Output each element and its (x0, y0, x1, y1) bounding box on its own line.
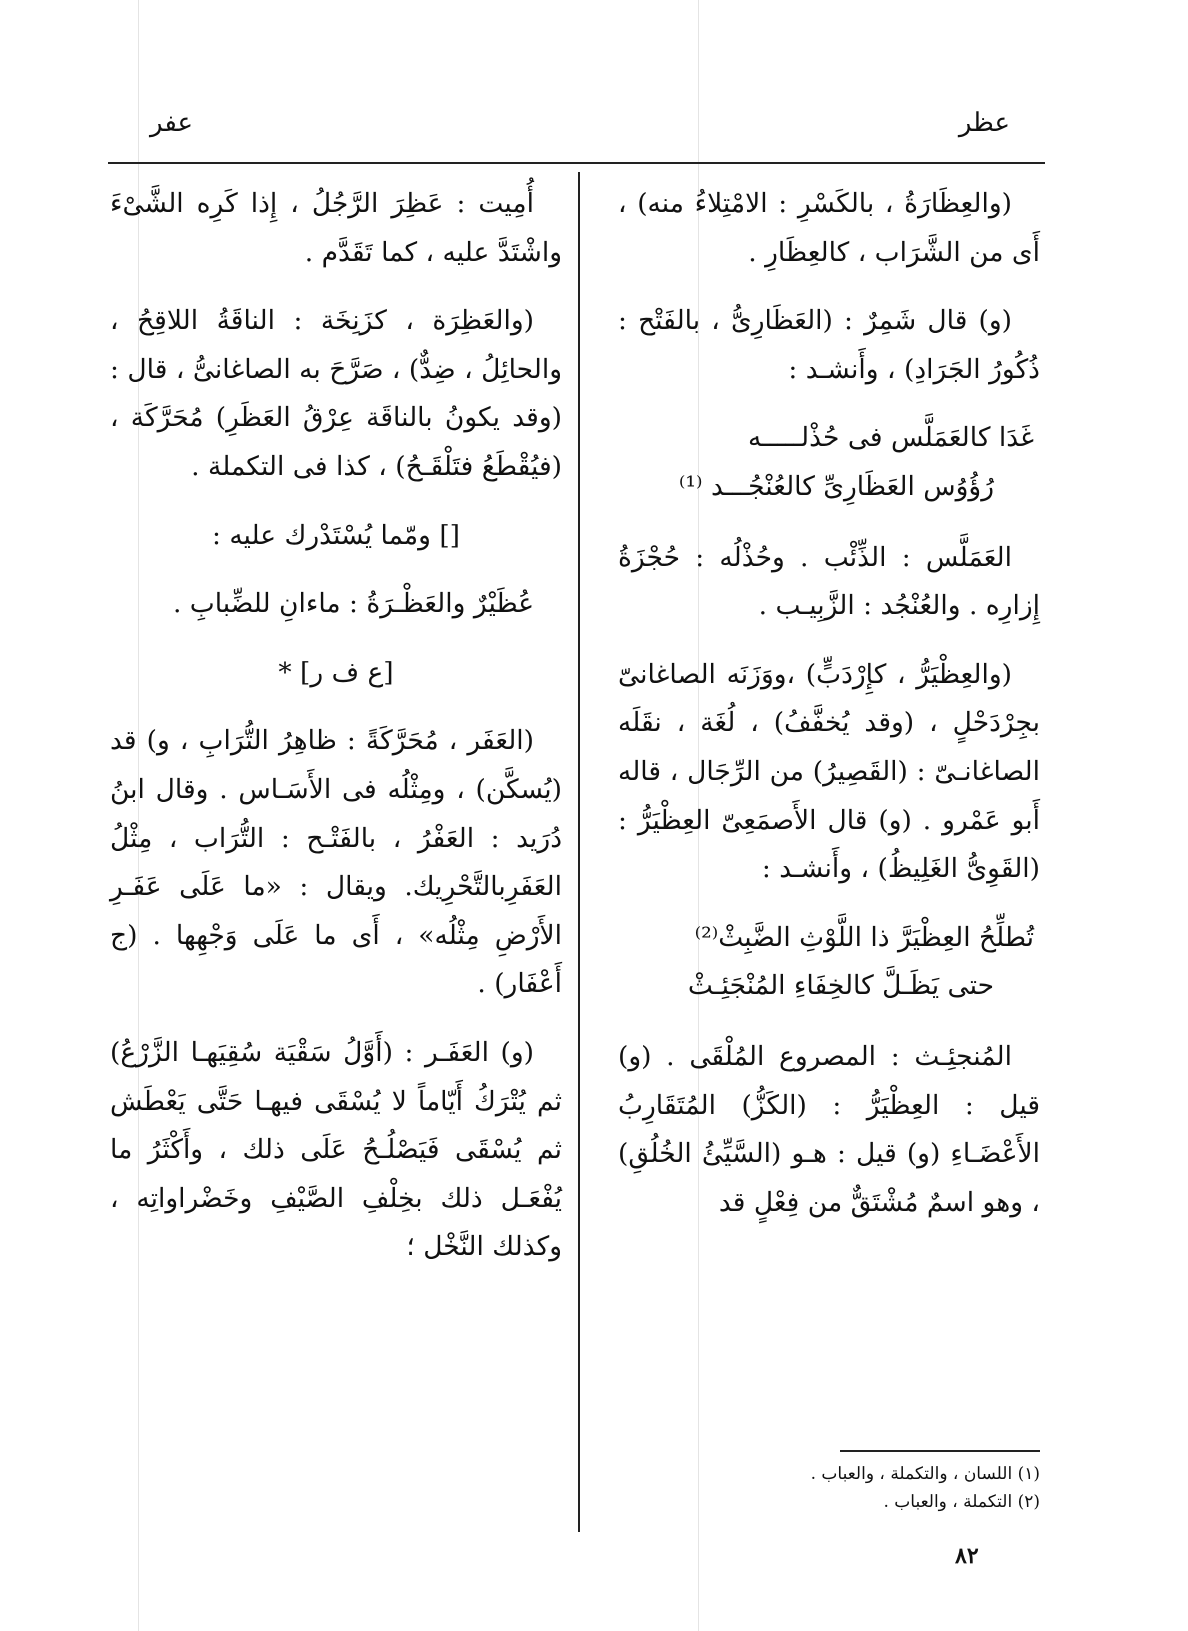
footnotes (660, 1460, 1040, 1516)
paragraph: (والعَظِرَة ، كزَنِخَة : الناقَةُ اللاقِحُ ، والحائِلُ ، ضِدٌّ) ، صَرَّحَ به الصاغانىُّ ، قال : (وقد يكونُ بالناقَة عِرْقُ العَظَرِ) مُحَرَّكَة ، (فيُقْطَعُ فتَلْقَـحُ) ، كذا فى التكملة . (110, 305, 562, 482)
paragraph: (والعِظَارَةُ ، بالكَسْرِ : الامْتِلاءُ منه) ، أَى من الشَّرَاب ، كالعِظَارِ . (618, 188, 1040, 268)
verse (618, 914, 1040, 1011)
page-number: ٨٢ (955, 1543, 979, 1569)
header-left-word: عفر (150, 108, 194, 138)
paragraph: (و) العَفَـر : (أَوَّلُ سَقْيَة سُقِيَهـا الزَّرْعُ) ثم يُتْرَكُ أَيّاماً لا يُسْقَى فيهـا حَتَّى يَعْطَش ثم يُسْقَى فَيَصْلُـحُ عَلَى ذلك ، وأَكْثَرُ ما يُفْعَـل ذلك بخِلْفِ الصَّيْفِ وخَضْراواتِه ، وكذلك النَّخْل ؛ (110, 1036, 562, 1263)
paragraph: (و) قال شَمِرٌ : (العَظَارِىُّ ، بالفَتْح : ذُكُورُ الجَرَادِ) ، وأَنشـد : (618, 305, 1040, 385)
column-divider (578, 172, 580, 1532)
left-column (110, 180, 562, 1292)
header-rule (108, 162, 1045, 164)
verse-line: رُؤُوُس العَظَارِىِّ كالعُنْجُـــد ⁽¹⁾ (678, 470, 994, 502)
verse-line: حتى يَظَـلَّ كالخِفَاءِ المُنْجَئِـثْ (687, 970, 994, 1002)
paragraph: العَمَلَّس : الذِّئْب . وحُذْلُه : حُجْزَةُ إِزارِه . والعُنْجُد : الزَّبِيـب . (618, 541, 1040, 622)
header-right-word: عظر (958, 108, 1010, 138)
footnote: (١) اللسان ، والتكملة ، والعباب . (810, 1464, 1040, 1484)
verse-line: تُطلِّحُ العِظْيَرَّ ذا اللَّوْثِ الضَّبِثْ⁽²⁾ (694, 921, 1034, 953)
verse-line: غَدَا كالعَمَلَّس فى حُذْلـــــه (748, 422, 1034, 454)
right-column (618, 180, 1040, 1247)
section-heading: [] ومّما يُسْتَدْرك عليه : (211, 519, 461, 551)
footnote: (٢) التكملة ، والعباب . (883, 1492, 1040, 1512)
footnote-rule (840, 1450, 1040, 1452)
section-heading: [ع ف ر] * (278, 656, 394, 688)
verse (618, 414, 1040, 511)
paragraph: المُنجئِـث : المصروع المُلْقَى . (و) قيل : العِظْيَرُّ : (الكَزُّ) المُتَقَارِبُ الأَعْضَـاءِ (و) قيل : هـو (السَّيِّئُ الخُلُقِ) ، وهو اسمٌ مُشْتَقٌّ من فِعْلٍ قد (618, 1040, 1040, 1218)
paragraph: أُمِيت : عَظِرَ الرَّجُلُ ، إِذا كَرِه الشَّىْءَ واشْتَدَّ عليه ، كما تَقَدَّم . (110, 188, 562, 268)
paragraph: (العَفَر ، مُحَرَّكَةً : ظاهِرُ التُّرَابِ ، و) قد (يُسكَّن) ، ومِثْلُه فى الأَسَـاس . وقال ابنُ دُرَيد : العَفْرُ ، بالفَتْـح : التُّرَاب ، مِثْلُ العَفَرِبالتَّحْرِيك. ويقال : «ما عَلَى عَفَـرِ الأَرْضِ مِثْلُه» ، أَى ما عَلَى وَجْهِها . (ج أَعْفَار) . (110, 725, 562, 1000)
paragraph: عُظَيْرٌ والعَظْـرَةُ : ماءانِ للضِّبابِ . (172, 588, 534, 620)
paragraph: (والعِظْيَرُّ ، كإِرْدَبٍّ) ،ووَزَنَه الصاغانىّ بجِرْدَحْلٍ ، (وقد يُخفَّفُ) ، لُغَة ، نقَلَه الصاغانـىّ : (القَصِيرُ) من الرِّجَال ، قاله أَبو عَمْرو . (و) قال الأَصمَعِىّ العِظْيَرُّ : (القَوِىُّ الغَلِيظُ) ، وأَنشـد : (618, 658, 1040, 885)
